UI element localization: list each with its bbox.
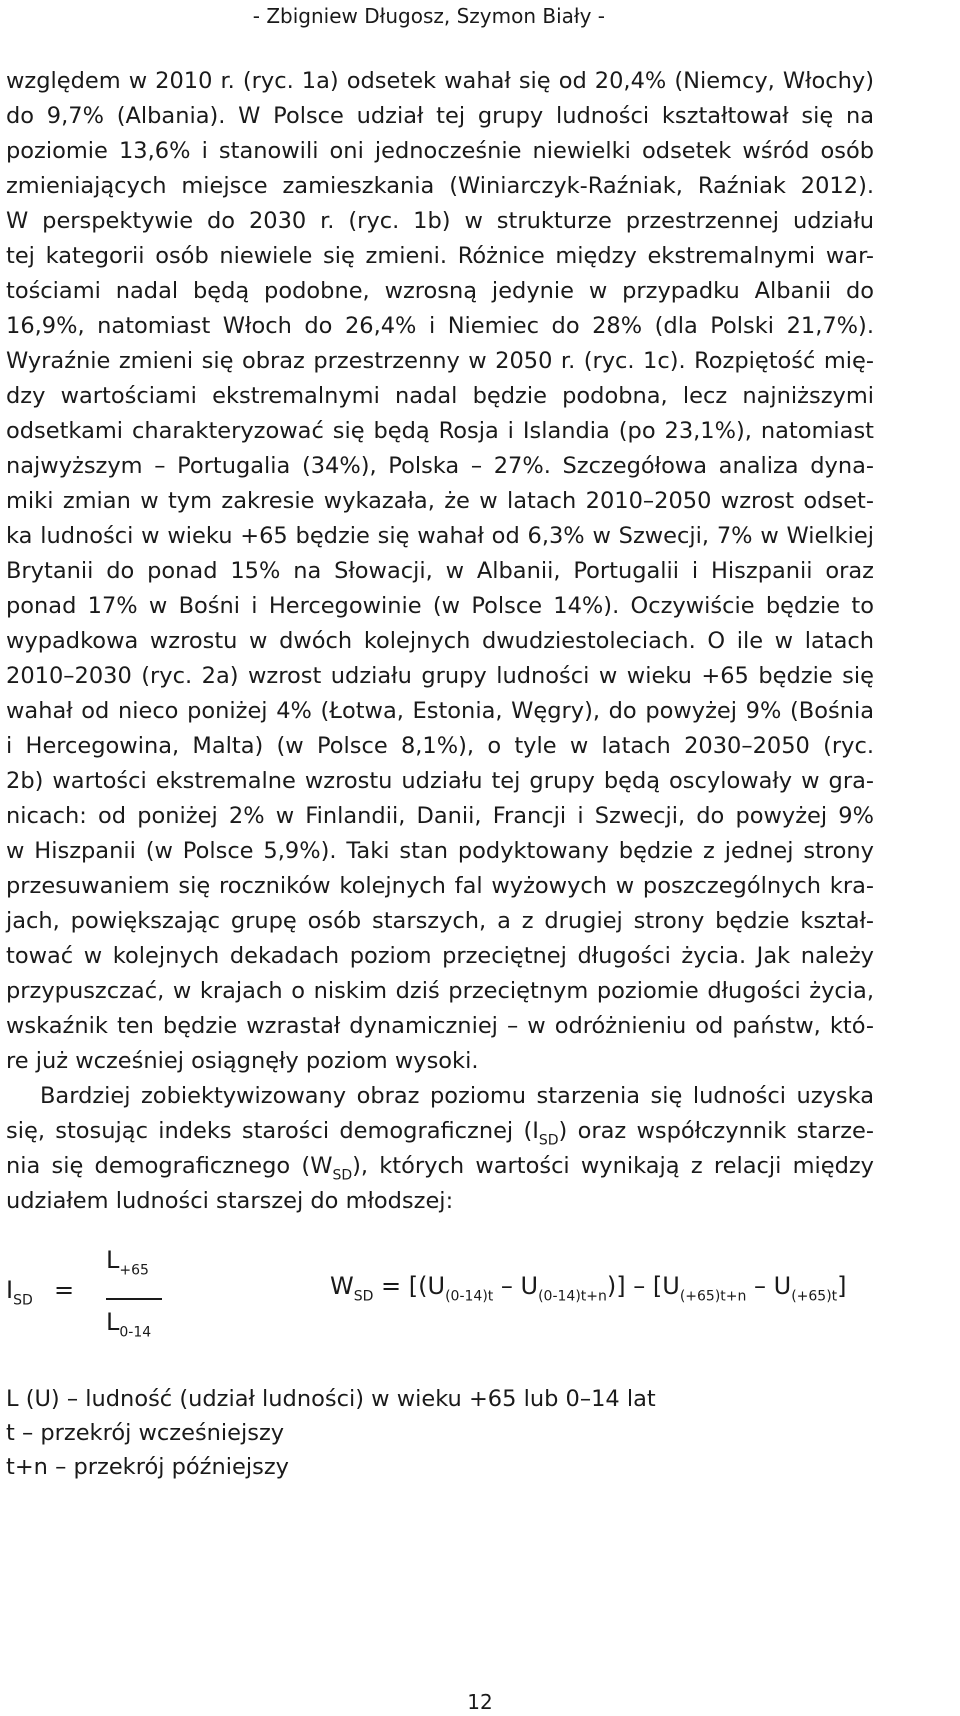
text-line: nia się demograficznego $(W_{SD})$, których wartości wynikają z relacji między <box>6 1153 875 1184</box>
text-line: przypuszczać, w krajach o niskim dziś przeciętnym poziomie długości życia, <box>6 978 874 1004</box>
definition-line: L (U) – ludność (udział ludności) w wieku +65 lub 0–14 lat <box>6 1386 656 1412</box>
formula-isd-lhs: $I_{SD}$ <box>6 1276 33 1309</box>
text-line: wskaźnik ten będzie wzrastał dynamiczniej – w odróżnieniu od państw, któ- <box>6 1013 874 1039</box>
formula-equals: = <box>54 1276 75 1304</box>
text-line: jach, powiększając grupę osób starszych, a z drugiej strony będzie kształ- <box>6 908 874 934</box>
text-line: wypadkowa wzrostu w dwóch kolejnych dwudziestoleciach. O ile w latach <box>6 628 874 654</box>
text-line: odsetkami charakteryzować się będą Rosja i Islandia (po 23,1%), natomiast <box>6 418 874 444</box>
header-authors: - Zbigniew Długosz, Szymon Biały - <box>252 4 605 28</box>
text-line: Brytanii do ponad 15% na Słowacji, w Albanii, Portugalii i Hiszpanii oraz <box>6 558 874 584</box>
definition-line: t+n – przekrój późniejszy <box>6 1454 289 1480</box>
text-line: poziomie 13,6% i stanowili oni jednocześnie niewielki odsetek wśród osób <box>6 138 874 164</box>
text-line: do 9,7% (Albania). W Polsce udział tej grupy ludności kształtował się na <box>6 103 874 129</box>
text-line: tej kategorii osób niewiele się zmieni. Różnice między ekstremalnymi war- <box>6 243 874 269</box>
text-line: Bardziej zobiektywizowany obraz poziomu starzenia się ludności uzyska <box>40 1083 874 1109</box>
text-line: 2b) wartości ekstremalne wzrostu udziału tej grupy będą oscylowały w gra- <box>6 768 874 794</box>
text-line: nicach: od poniżej 2% w Finlandii, Danii, Francji i Szwecji, do powyżej 9% <box>6 803 874 829</box>
page-number: 12 <box>467 1690 493 1714</box>
text-line: i Hercegowina, Malta) (w Polsce 8,1%), o tyle w latach 2030–2050 (ryc. <box>6 733 874 759</box>
paragraph-1 <box>6 64 874 1079</box>
text-line: najwyższym – Portugalia (34%), Polska – 27%. Szczegółowa analiza dyna- <box>6 453 874 479</box>
text-line: dzy wartościami ekstremalnymi nadal będzie podobna, lecz najniższymi <box>6 383 874 409</box>
text-line: się, stosując indeks starości demograficznej $(I_{SD})$ oraz współczynnik starze- <box>6 1118 874 1149</box>
text-line: miki zmian w tym zakresie wykazała, że w latach 2010–2050 wzrost odset- <box>6 488 874 514</box>
definitions <box>6 1382 656 1484</box>
text-line: tościami nadal będą podobne, wzrosną jedynie w przypadku Albanii do <box>6 278 874 304</box>
running-header <box>0 4 960 28</box>
text-line: zmieniających miejsce zamieszkania (Winiarczyk-Raźniak, Raźniak 2012). <box>6 173 874 199</box>
paragraph-2 <box>6 1079 874 1219</box>
fraction-bar <box>106 1298 162 1300</box>
definition-line: t – przekrój wcześniejszy <box>6 1420 285 1446</box>
text-line: ponad 17% w Bośni i Hercegowinie (w Polsce 14%). Oczywiście będzie to <box>6 593 874 619</box>
text-line: udziałem ludności starszej do młodszej: <box>6 1188 454 1214</box>
text-line: względem w 2010 r. (ryc. 1a) odsetek wahał się od 20,4% (Niemcy, Włochy) <box>6 68 874 94</box>
text-line: przesuwaniem się roczników kolejnych fal wyżowych w poszczególnych kra- <box>6 873 874 899</box>
text-line: re już wcześniej osiągnęły poziom wysoki. <box>6 1048 479 1074</box>
text-line: wahał od nieco poniżej 4% (Łotwa, Estonia, Węgry), do powyżej 9% (Bośnia <box>6 698 874 724</box>
text-line: 2010–2030 (ryc. 2a) wzrost udziału grupy ludności w wieku +65 będzie się <box>6 663 874 689</box>
formula-wsd: $W_{SD} = [(U_{(0-14)t} - U_{(0-14)t+n})] - [U_{(+65)t+n} - U_{(+65)t}]$ <box>330 1272 847 1305</box>
formula-numerator: $L_{+65}$ <box>106 1246 149 1279</box>
text-line: W perspektywie do 2030 r. (ryc. 1b) w strukturze przestrzennej udziału <box>6 208 874 234</box>
body-text <box>6 64 874 1219</box>
text-line: w Hiszpanii (w Polsce 5,9%). Taki stan podyktowany będzie z jednej strony <box>6 838 874 864</box>
text-line: Wyraźnie zmieni się obraz przestrzenny w 2050 r. (ryc. 1c). Rozpiętość mię- <box>6 348 874 374</box>
formula-denominator: $L_{0-14}$ <box>106 1308 152 1341</box>
formula-isd <box>6 1246 206 1356</box>
text-line: tować w kolejnych dekadach poziom przeciętnej długości życia. Jak należy <box>6 943 874 969</box>
text-line: ka ludności w wieku +65 będzie się wahał od 6,3% w Szwecji, 7% w Wielkiej <box>6 523 874 549</box>
text-line: 16,9%, natomiast Włoch do 26,4% i Niemiec do 28% (dla Polski 21,7%). <box>6 313 874 339</box>
